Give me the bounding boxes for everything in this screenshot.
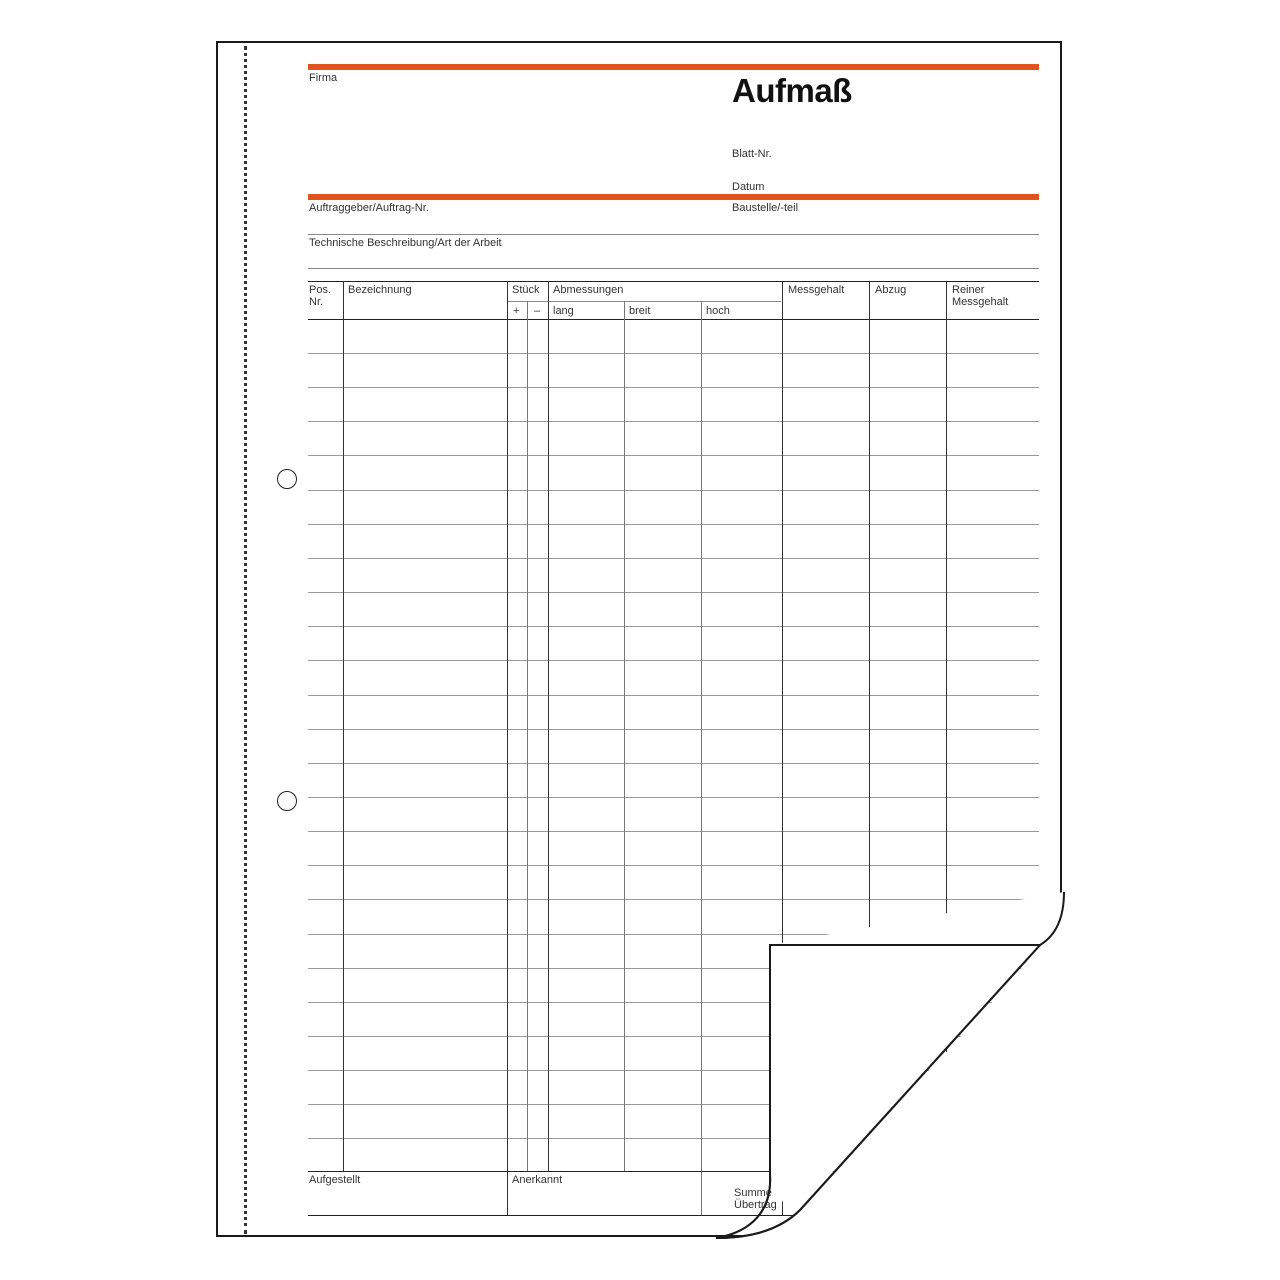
construction-site-label: Baustelle/-teil [732, 202, 799, 214]
col-plus-label: + [513, 305, 520, 317]
sheet-number-label: Blatt-Nr. [732, 148, 772, 160]
col-net-label-line1: Reiner [952, 284, 985, 296]
col-pos-label: Pos. [309, 284, 332, 296]
col-length-label: lang [553, 305, 574, 317]
technical-description-label: Technische Beschreibung/Art der Arbeit [309, 237, 502, 249]
company-label: Firma [309, 72, 338, 84]
sum-label: Summe [734, 1187, 772, 1199]
col-net-label-line2: Messgehalt [952, 296, 1009, 308]
approved-by-label: Anerkannt [512, 1174, 563, 1186]
form-title: Aufmaß [732, 72, 852, 109]
col-dimensions-label: Abmessungen [553, 284, 624, 296]
col-minus-label: – [534, 305, 541, 317]
col-measured-label: Messgehalt [788, 284, 845, 296]
carryover-label: Übertrag [734, 1199, 777, 1211]
client-order-label: Auftraggeber/Auftrag-Nr. [309, 202, 429, 214]
col-designation-label: Bezeichnung [348, 284, 412, 296]
prepared-by-label: Aufgestellt [309, 1174, 361, 1186]
date-label: Datum [732, 181, 765, 193]
col-height-label: hoch [706, 305, 730, 317]
col-width-label: breit [629, 305, 651, 317]
col-quantity-label: Stück [512, 284, 540, 296]
col-deduction-label: Abzug [875, 284, 907, 296]
col-nr-label: Nr. [309, 296, 324, 308]
